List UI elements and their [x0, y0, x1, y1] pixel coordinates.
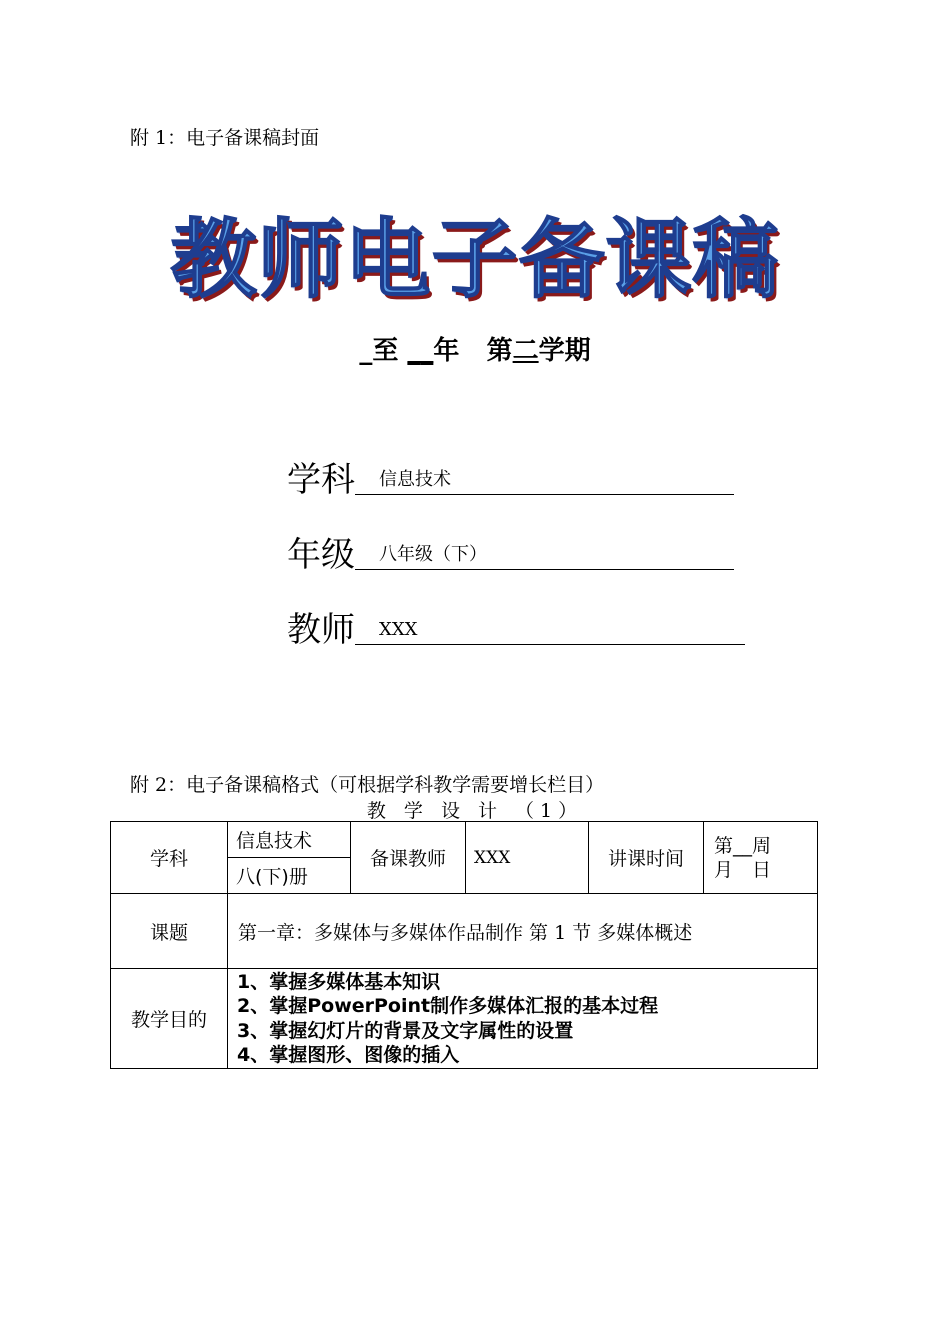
cover-title: 教师电子备课稿 [170, 210, 780, 310]
goal-item: 4、掌握图形、图像的插入 [237, 1044, 460, 1066]
table-subject-header: 学科 [111, 822, 228, 894]
term-semester: 二 [512, 336, 539, 366]
term-year-blank: __ [407, 336, 434, 366]
table-prep-teacher-value: XXX [466, 822, 589, 894]
table-lecture-time-value [704, 822, 818, 894]
appendix-1-heading: 附 1：电子备课稿封面 [130, 127, 320, 149]
subject-value: 信息技术 [355, 469, 734, 495]
appendix-2-heading: 附 2：电子备课稿格式（可根据学科教学需要增长栏目） [130, 774, 605, 796]
teacher-label: 教师 [287, 610, 355, 650]
grade-label: 年级 [287, 535, 355, 575]
table-volume: 八(下)册 [228, 858, 351, 894]
teacher-value: XXX [355, 619, 745, 645]
goal-item: 1、掌握多媒体基本知识 [237, 970, 441, 993]
term-semester-prefix: 第 [486, 336, 513, 366]
lecture-time-day: 月 日 [714, 858, 772, 881]
subject-label: 学科 [287, 460, 355, 500]
term-semester-suffix: 学期 [538, 336, 591, 366]
lecture-time-week: 第__周 [714, 834, 772, 857]
table-subject-value: 信息技术 [228, 822, 351, 858]
grade-value: 八年级（下） [355, 544, 734, 570]
goal-item: 3、掌握幻灯片的背景及文字属性的设置 [237, 1019, 574, 1042]
table-lecture-time-label: 讲课时间 [589, 822, 704, 894]
grade-field [287, 527, 734, 576]
term-year: 年 [433, 336, 460, 366]
table-topic-value: 第一章：多媒体与多媒体作品制作 第 1 节 多媒体概述 [228, 894, 818, 969]
subject-field [287, 452, 734, 501]
term-line [0, 330, 950, 367]
teacher-field [287, 602, 745, 651]
design-title: 教 学 设 计 （1） [366, 800, 584, 822]
table-prep-teacher-label: 备课教师 [351, 822, 466, 894]
table-goals-label: 教学目的 [111, 969, 228, 1069]
table-topic-label: 课题 [111, 894, 228, 969]
table-goals [228, 969, 818, 1069]
term-prefix: _至 [359, 336, 399, 366]
lesson-plan-table [110, 821, 818, 1069]
goal-item: 2、掌握PowerPoint制作多媒体汇报的基本过程 [237, 995, 659, 1017]
